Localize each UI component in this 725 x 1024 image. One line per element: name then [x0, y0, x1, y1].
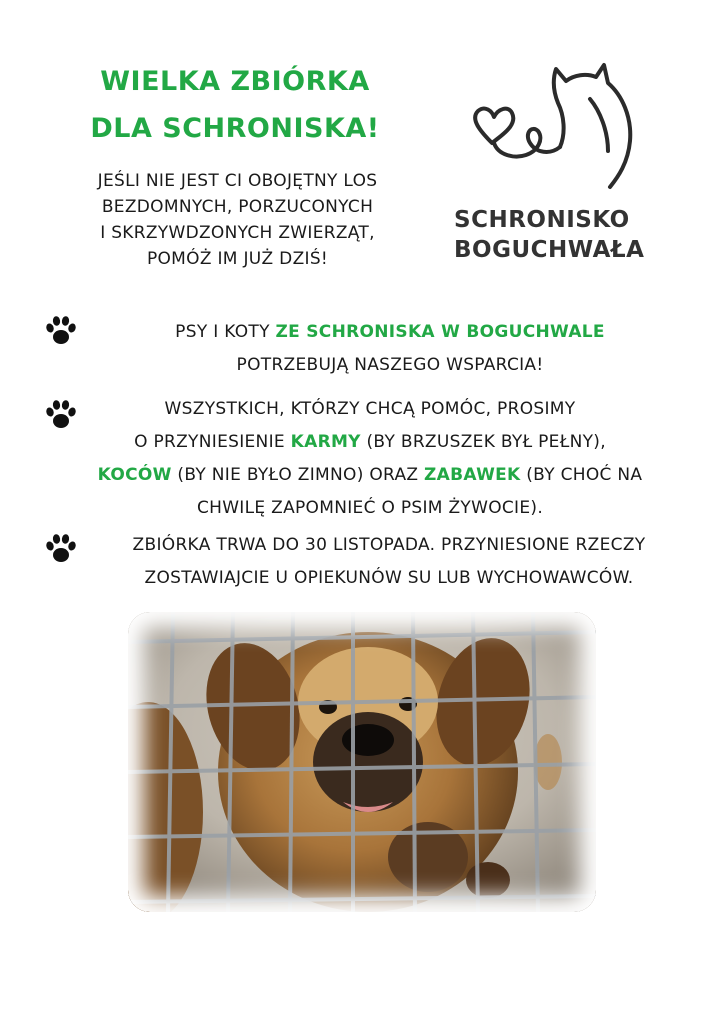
logo-line-1: SCHRONISKO — [454, 207, 630, 233]
paw-icon — [44, 532, 78, 566]
bullet-3-line-2: ZOSTAWIAJCIE U OPIEKUNÓW SU LUB WYCHOWAWCÓW. — [144, 568, 634, 588]
dog-behind-fence-photo — [128, 612, 596, 912]
paw-icon — [44, 314, 78, 348]
bullet-1-text — [110, 316, 670, 382]
bullet-2-line-4: CHWILĘ ZAPOMNIEĆ O PSIM ŻYWOCIE). — [196, 498, 544, 518]
bullet-2-text — [50, 393, 690, 525]
intro-line-4: POMÓŻ IM JUŻ DZIŚ! — [146, 249, 329, 269]
poster-title — [60, 58, 410, 152]
logo-line-2: BOGUCHWAŁA — [454, 237, 645, 263]
intro-text — [40, 168, 435, 272]
bullet-3-text — [84, 529, 694, 595]
title-line-2: DLA SCHRONISKA! — [90, 113, 380, 144]
shelter-logo-text — [454, 205, 664, 265]
dog-photo-illustration — [128, 612, 596, 912]
title-line-1: WIELKA ZBIÓRKA — [100, 66, 370, 97]
bullet-2-line-2: O PRZYNIESIENIE KARMY (BY BRZUSZEK BYŁ PEŁNY), — [134, 432, 606, 452]
intro-line-3: I SKRZYWDZONYCH ZWIERZĄT, — [100, 223, 375, 243]
intro-line-1: JEŚLI NIE JEST CI OBOJĘTNY LOS — [97, 171, 378, 191]
bullet-1-line-1: PSY I KOTY ZE SCHRONISKA W BOGUCHWALE — [175, 322, 605, 342]
bullet-2-line-3: KOCÓW (BY NIE BYŁO ZIMNO) ORAZ ZABAWEK (BY CHOĆ NA — [97, 465, 643, 485]
bullet-1-line-2: POTRZEBUJĄ NASZEGO WSPARCIA! — [236, 355, 544, 375]
intro-line-2: BEZDOMNYCH, PORZUCONYCH — [101, 197, 374, 217]
bullet-2-line-1: WSZYSTKICH, KTÓRZY CHCĄ POMÓC, PROSIMY — [164, 399, 576, 419]
bullet-3-line-1: ZBIÓRKA TRWA DO 30 LISTOPADA. PRZYNIESIONE RZECZY — [132, 535, 646, 555]
